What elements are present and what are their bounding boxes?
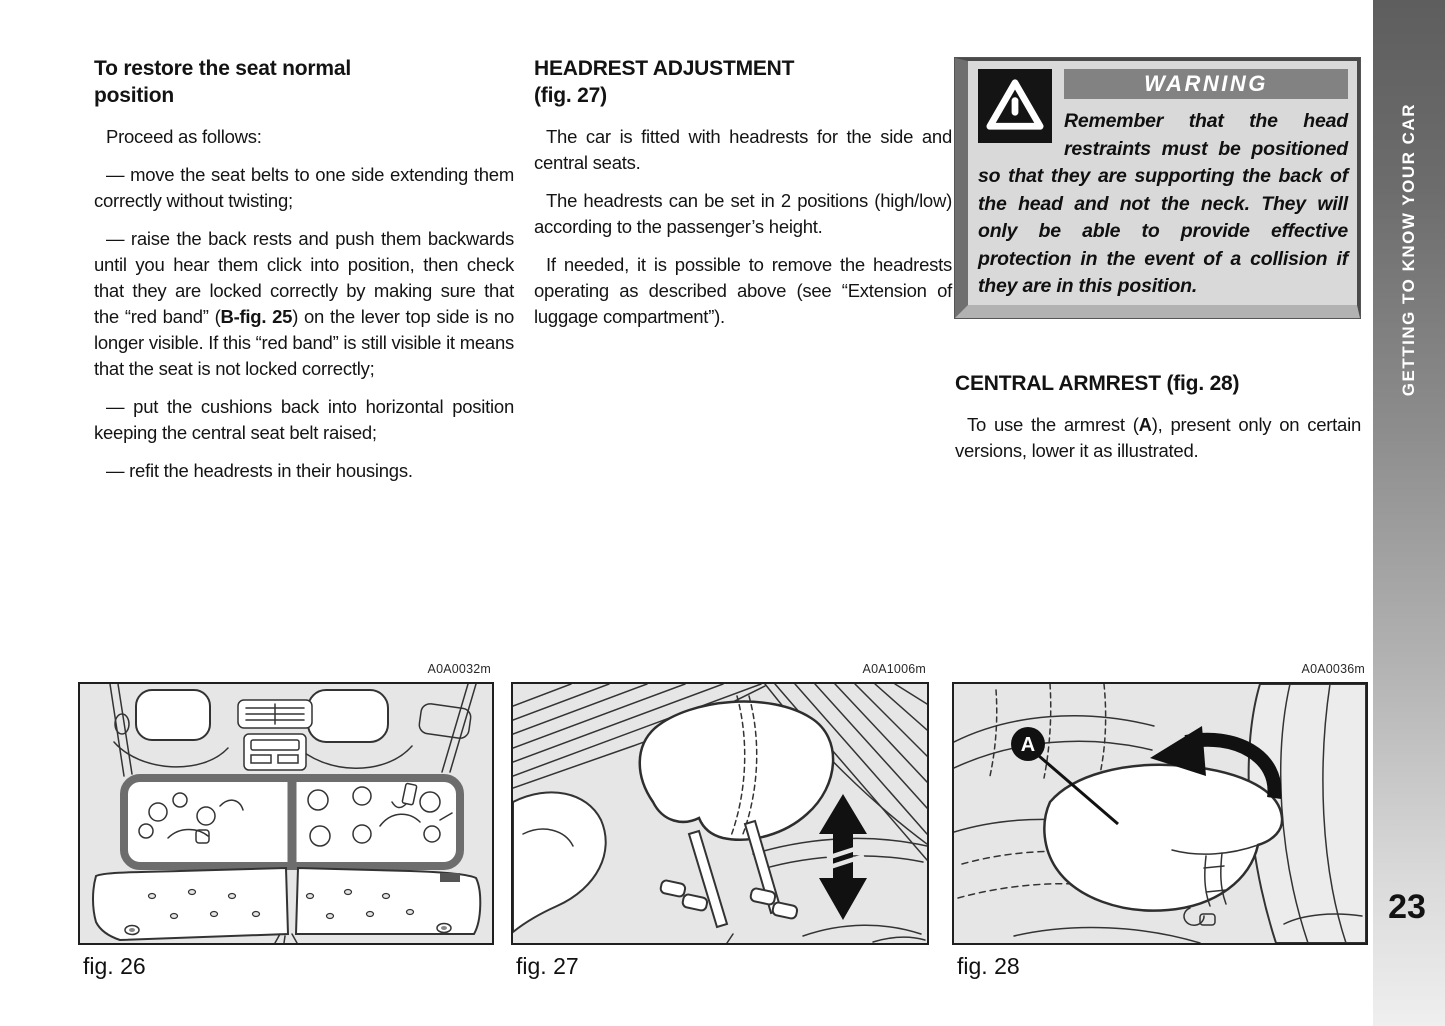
figure-code: A0A1006m — [862, 662, 926, 676]
restore-item: — refit the headrests in their housings. — [106, 460, 413, 481]
warning-title-bar — [1064, 69, 1348, 99]
label-a-text: A — [1020, 734, 1036, 756]
figure-code: A0A0032m — [427, 662, 491, 676]
sidebar-title: GETTING TO KNOW YOUR CAR — [1399, 103, 1418, 397]
restore-intro: Proceed as follows: — [106, 126, 262, 147]
restore-item: — put the cushions back into horizontal position keeping the central seat belt raised; — [94, 396, 514, 443]
figure-box — [78, 682, 494, 945]
warning-body: Remember that the head restraints must be positioned so that they are supporting the back of the head and not the neck. They will only be able to provide effective protection in the event of a collision if they are in this position. — [978, 110, 1348, 297]
figure-26 — [78, 662, 494, 980]
figure-26-illustration — [80, 684, 492, 943]
figure-caption: fig. 28 — [957, 953, 1020, 979]
figure-27-illustration — [513, 684, 927, 943]
figure-28-illustration — [954, 684, 1366, 943]
armrest-body: To use the armrest (A), present only on certain versions, lower it as illustrated. — [955, 414, 1361, 461]
sidebar-tab — [1373, 0, 1445, 1026]
warning-box — [955, 58, 1360, 318]
sidebar-title-wrap — [1373, 50, 1445, 450]
headrest-heading-fig: (fig. 27) — [534, 84, 607, 107]
figure-caption: fig. 27 — [516, 953, 579, 979]
page-number: 23 — [1388, 888, 1426, 926]
headrest-paragraph: If needed, it is possible to remove the headrests operating as described above (see “Extension of luggage compartment”). — [534, 254, 952, 327]
figure-code: A0A0036m — [1301, 662, 1365, 676]
restore-item: — raise the back rests and push them backwards until you hear them click into position, then check that they are locked correctly by making sure that the “red band” (B-fig. 25) on the lever top side is no longer visible. If this “red band” is still visible it means that the seat is not locked correctly; — [94, 228, 514, 379]
figure-28 — [952, 662, 1368, 980]
headrest-heading-title: HEADREST ADJUSTMENT — [534, 57, 795, 80]
restore-item: — move the seat belts to one side extending them correctly without twisting; — [94, 164, 514, 211]
figure-27 — [511, 662, 929, 980]
warning-title: WARNING — [1144, 71, 1268, 96]
headrest-paragraph: The car is fitted with headrests for the side and central seats. — [534, 126, 952, 173]
headrest-heading — [534, 55, 952, 109]
armrest-heading: CENTRAL ARMREST (fig. 28) — [955, 372, 1240, 395]
figure-caption: fig. 26 — [83, 953, 146, 979]
restore-heading: To restore the seat normal position — [94, 57, 351, 107]
label-a-badge — [1011, 727, 1045, 761]
headrest-paragraph: The headrests can be set in 2 positions (high/low) according to the passenger’s height. — [534, 190, 952, 237]
headrest-section — [534, 55, 952, 342]
warning-and-armrest-column — [955, 58, 1361, 476]
figure-box — [952, 682, 1368, 945]
warning-triangle-icon — [978, 69, 1052, 143]
restore-seat-section — [94, 55, 514, 496]
figure-box — [511, 682, 929, 945]
